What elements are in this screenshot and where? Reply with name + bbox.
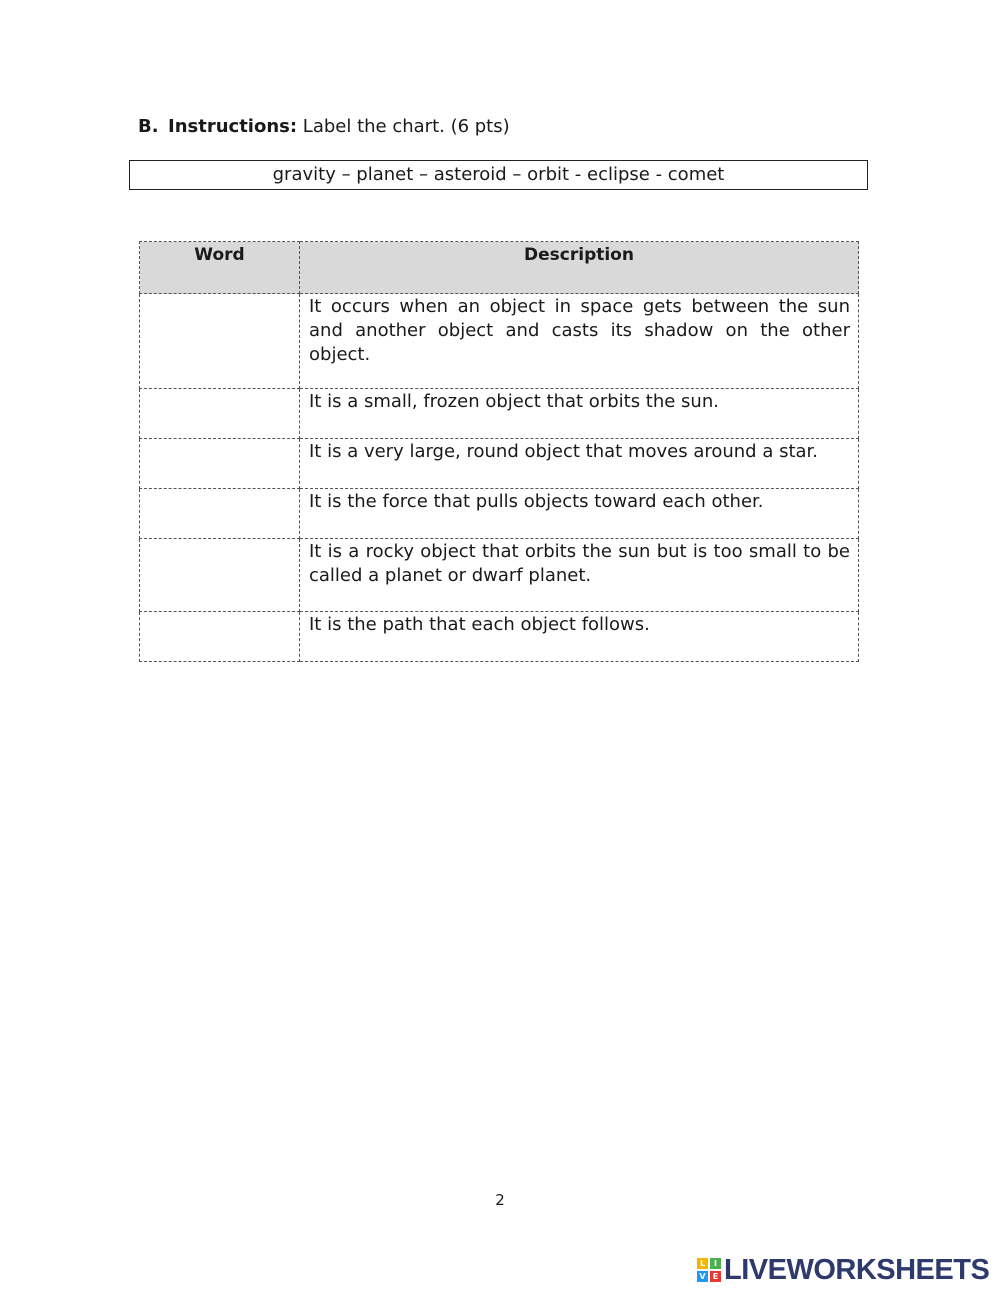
table-row — [140, 389, 859, 439]
instructions-line — [138, 116, 510, 137]
description-cell: It is the path that each object follows. — [300, 612, 859, 662]
logo-mark-tile: V — [697, 1271, 708, 1282]
word-column-header: Word — [140, 242, 300, 294]
table-row — [140, 539, 859, 612]
instructions-lead: Instructions: — [168, 116, 298, 137]
chart-header-row — [140, 242, 859, 294]
logo-mark-tile: I — [710, 1258, 721, 1269]
logo-mark-tile: L — [697, 1258, 708, 1269]
word-bank-text: gravity – planet – asteroid – orbit - eclipse - comet — [272, 164, 725, 185]
logo-text: LIVEWORKSHEETS — [724, 1254, 990, 1286]
word-answer-cell[interactable] — [140, 294, 300, 389]
description-column-header: Description — [300, 242, 859, 294]
description-cell: It is a small, frozen object that orbits the sun. — [300, 389, 859, 439]
logo-mark-tile: E — [710, 1271, 721, 1282]
word-answer-cell[interactable] — [140, 389, 300, 439]
label-chart — [139, 241, 859, 662]
logo-mark-icon — [697, 1258, 721, 1282]
description-cell: It is a very large, round object that moves around a star. — [300, 439, 859, 489]
table-row — [140, 612, 859, 662]
liveworksheets-logo — [697, 1255, 989, 1285]
word-answer-cell[interactable] — [140, 489, 300, 539]
page-number: 2 — [495, 1191, 505, 1209]
description-cell: It is the force that pulls objects toward each other. — [300, 489, 859, 539]
word-bank-box — [129, 160, 868, 190]
section-marker: B. — [138, 116, 159, 137]
table-row — [140, 439, 859, 489]
description-cell: It is a rocky object that orbits the sun but is too small to be called a planet or dwarf planet. — [300, 539, 859, 612]
word-answer-cell[interactable] — [140, 539, 300, 612]
description-cell: It occurs when an object in space gets between the sun and another object and casts its shadow on the other object. — [300, 294, 859, 389]
table-row — [140, 489, 859, 539]
word-answer-cell[interactable] — [140, 439, 300, 489]
word-answer-cell[interactable] — [140, 612, 300, 662]
instructions-text: Label the chart. (6 pts) — [297, 116, 510, 137]
table-row — [140, 294, 859, 389]
